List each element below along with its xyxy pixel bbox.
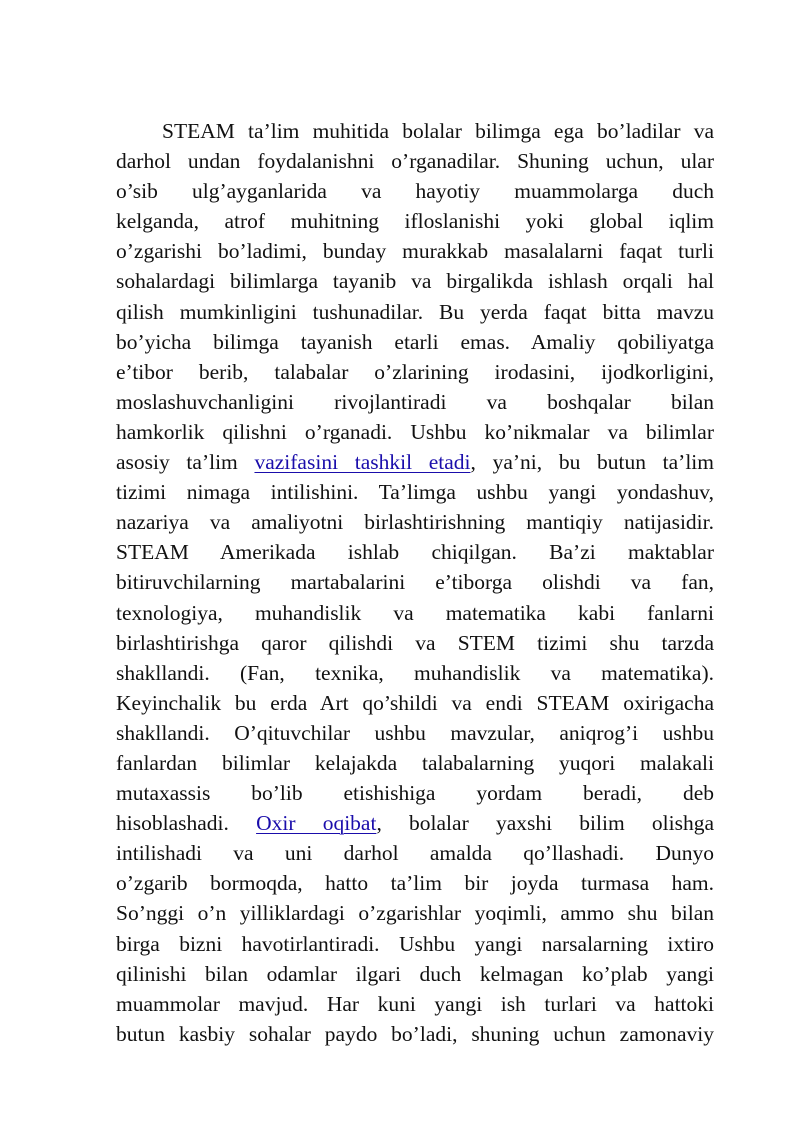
text-segment: asosiy ta’lim [116,450,255,475]
text-line [116,387,714,417]
text-segment: , ya’ni, bu butun ta’lim [470,450,715,475]
text-line [116,688,714,718]
text-segment: moslashuvchanligini rivojlantiradi va boshqalar bilan [116,389,714,414]
text-segment: STEAM ta’lim muhitida bolalar bilimga ega bo’ladilar va [162,119,714,143]
text-line [116,537,714,567]
text-line [116,628,714,658]
text-line [116,658,714,688]
text-segment: intilishadi va uni darhol amalda qo’llashadi. Dunyo [116,841,714,866]
text-line [116,176,714,206]
inline-link[interactable]: vazifasini tashkil etadi [254,450,471,475]
text-line [116,898,714,928]
text-segment: nazariya va amaliyotni birlashtirishning mantiqiy natijasidir. [116,510,714,535]
text-segment: qilinishi bilan odamlar ilgari duch kelmagan ko’plab yangi [116,961,714,986]
text-line [116,959,714,989]
text-line [116,598,714,628]
text-line [116,507,714,537]
inline-link[interactable]: Oxir oqibat [256,811,377,836]
text-segment: texnologiya, muhandislik va matematika kabi fanlarni [116,600,714,625]
text-segment: o’zgarishi bo’ladimi, bunday murakkab masalalarni faqat turli [116,239,714,264]
text-line [116,447,714,477]
text-segment: e’tibor berib, talabalar o’zlarining irodasini, ijodkorligini, [116,359,714,384]
text-segment: sohalardagi bilimlarga tayanib va birgalikda ishlash orqali hal [116,269,714,294]
text-segment: birlashtirishga qaror qilishdi va STEM tizimi shu tarzda [116,630,714,655]
text-line [116,146,714,176]
text-line [116,1019,714,1049]
text-line [116,417,714,447]
text-segment: butun kasbiy sohalar paydo bo’ladi, shuning uchun zamonaviy [116,1021,714,1046]
text-line [116,477,714,507]
text-segment: o’sib ulg’ayganlarida va hayotiy muammolarga duch [116,179,714,204]
text-segment: shakllandi. (Fan, texnika, muhandislik va matematika). [116,660,714,685]
text-line [116,748,714,778]
text-segment: muammolar mavjud. Har kuni yangi ish turlari va hattoki [116,991,714,1016]
text-segment: shakllandi. O’qituvchilar ushbu mavzular, aniqrog’i ushbu [116,720,714,745]
text-segment: hisoblashadi. [116,811,257,836]
text-line [116,206,714,236]
text-segment: STEAM Amerikada ishlab chiqilgan. Ba’zi maktablar [116,540,714,565]
text-line [116,357,714,387]
text-line [116,266,714,296]
text-segment: birga bizni havotirlantiradi. Ushbu yangi narsalarning ixtiro [116,931,714,956]
text-line [116,808,714,838]
text-segment: Keyinchalik bu erda Art qo’shildi va endi STEAM oxirigacha [116,690,714,715]
text-line [116,116,714,146]
text-segment: darhol undan foydalanishni o’rganadilar. Shuning uchun, ular [116,149,714,174]
text-segment: kelganda, atrof muhitning ifloslanishi yoki global iqlim [116,209,714,234]
text-line [116,718,714,748]
text-segment: bitiruvchilarning martabalarini e’tiborga olishdi va fan, [116,570,714,595]
text-segment: So’nggi o’n yilliklardagi o’zgarishlar yoqimli, ammo shu bilan [116,901,714,926]
text-segment: bo’yicha bilimga tayanish etarli emas. Amaliy qobiliyatga [116,329,714,354]
body-paragraph [116,116,714,1049]
text-segment: tizimi nimaga intilishini. Ta’limga ushbu yangi yondashuv, [116,480,714,505]
text-segment: , bolalar yaxshi bilim olishga [376,811,714,836]
text-line [116,838,714,868]
text-segment: o’zgarib bormoqda, hatto ta’lim bir joyda turmasa ham. [116,871,714,896]
text-segment: qilish mumkinligini tushunadilar. Bu yerda faqat bitta mavzu [116,299,714,324]
text-line [116,929,714,959]
text-line [116,868,714,898]
text-segment: fanlardan bilimlar kelajakda talabalarning yuqori malakali [116,750,714,775]
text-line [116,327,714,357]
text-line [116,236,714,266]
text-line [116,778,714,808]
text-line [116,989,714,1019]
text-line [116,567,714,597]
text-segment: mutaxassis bo’lib etishishiga yordam beradi, deb [116,781,714,806]
text-line [116,297,714,327]
text-segment: hamkorlik qilishni o’rganadi. Ushbu ko’nikmalar va bilimlar [116,419,714,444]
